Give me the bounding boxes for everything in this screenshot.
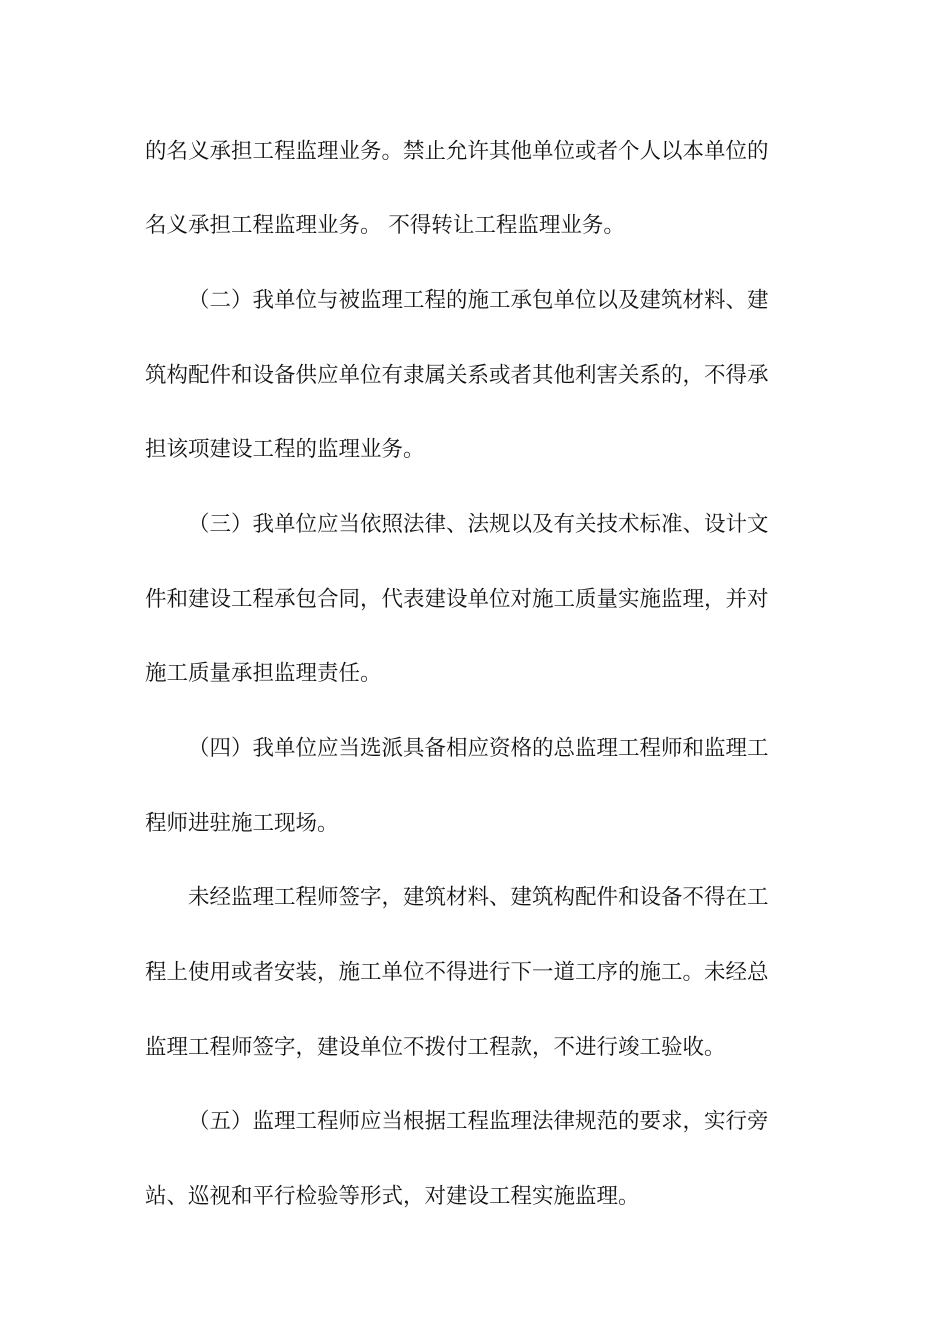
paragraph-four-start: （四）我单位应当选派具备相应资格的总监理工程师和监理工 bbox=[188, 736, 769, 761]
text-line: 的名义承担工程监理业务。禁止允许其他单位或者个人以本单位的 bbox=[145, 139, 769, 164]
text-line: 程上使用或者安装，施工单位不得进行下一道工序的施工。未经总 bbox=[145, 960, 769, 985]
paragraph-signature-start: 未经监理工程师签字，建筑材料、建筑构配件和设备不得在工 bbox=[188, 885, 769, 910]
text-line: 担该项建设工程的监理业务。 bbox=[145, 437, 425, 462]
paragraph-five-start: （五）监理工程师应当根据工程监理法律规范的要求，实行旁 bbox=[188, 1109, 769, 1134]
text-line: 站、巡视和平行检验等形式，对建设工程实施监理。 bbox=[145, 1184, 640, 1209]
text-line: 施工质量承担监理责任。 bbox=[145, 661, 382, 686]
text-line: 程师进驻施工现场。 bbox=[145, 811, 339, 836]
text-line: 件和建设工程承包合同，代表建设单位对施工质量实施监理，并对 bbox=[145, 587, 769, 612]
text-line: 监理工程师签字，建设单位不拨付工程款，不进行竣工验收。 bbox=[145, 1035, 726, 1060]
text-line: 名义承担工程监理业务。 不得转让工程监理业务。 bbox=[145, 213, 625, 238]
text-line: 筑构配件和设备供应单位有隶属关系或者其他利害关系的，不得承 bbox=[145, 363, 769, 388]
paragraph-three-start: （三）我单位应当依照法律、法规以及有关技术标准、设计文 bbox=[188, 512, 769, 537]
paragraph-two-start: （二）我单位与被监理工程的施工承包单位以及建筑材料、建 bbox=[188, 288, 769, 313]
